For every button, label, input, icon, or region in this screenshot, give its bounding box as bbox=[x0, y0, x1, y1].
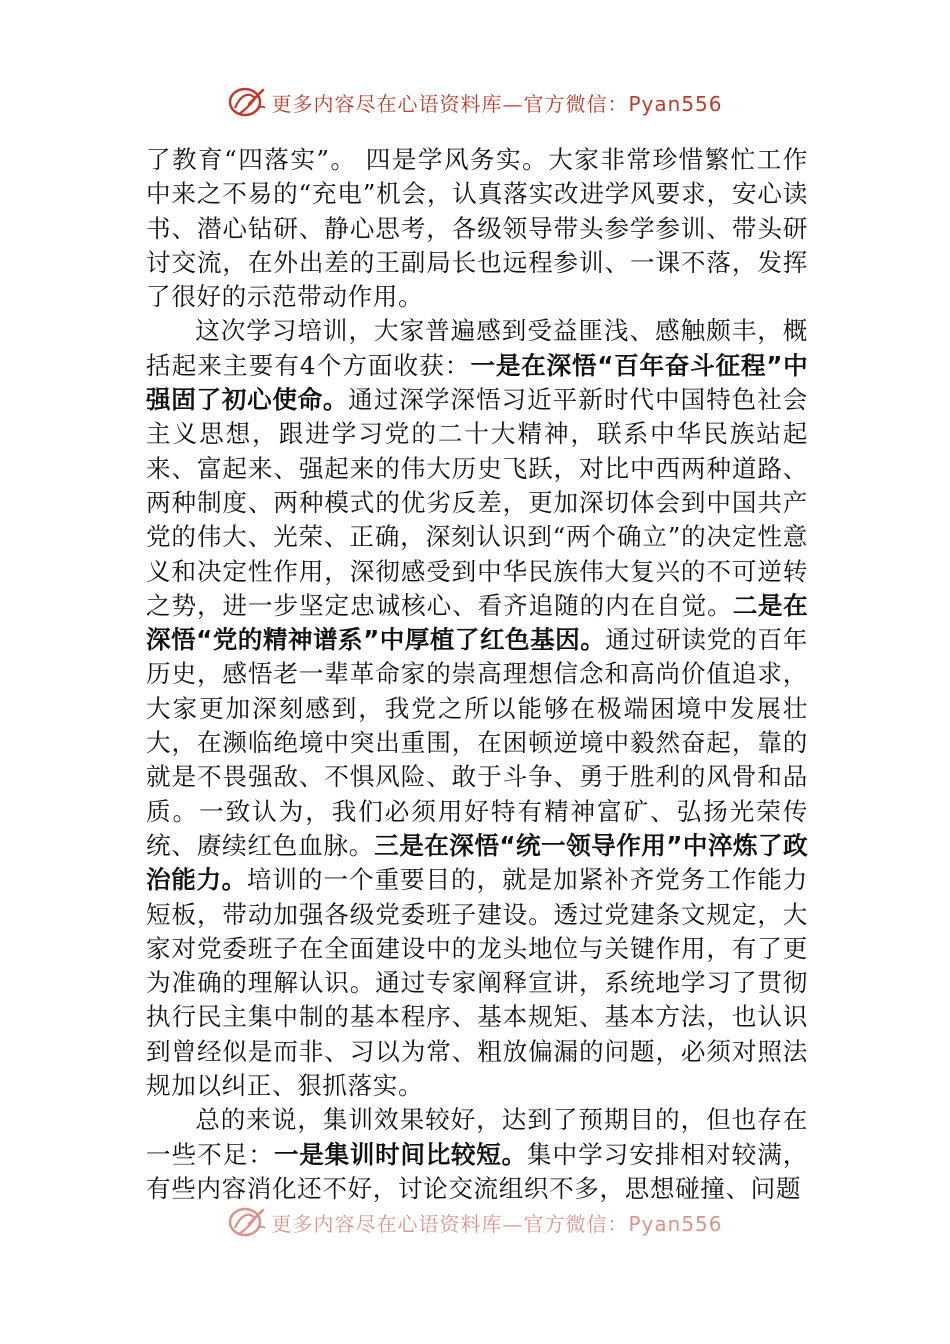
bold-heading-run: 三是在深悟“统一领导作用”中淬炼了政治能力。 bbox=[146, 830, 808, 895]
bold-heading-run: 一是在深悟“百年奋斗征程”中强固了初心使命。 bbox=[146, 350, 809, 415]
text-run: 这次学习培训，大家普遍感到受益匪浅、感触颇丰，概括起来主要有4个方面收获： bbox=[146, 316, 808, 380]
text-run: 通过深学深悟习近平新时代中国特色社会主义思想，跟进学习党的二十大精神，联系中华民族站起来、富起来、强起来的伟大历史飞跃，对比中西两种道路、两种制度、两种模式的优劣反差，更加深切体会到中国共产党的伟大、光荣、正确，深刻认识到“两个确立”的决定性意义和决定性作用，深彻感受到中华民族伟大复兴的不可逆转之势，进一步坚定忠诚核心、看齐追随的内在自觉。 bbox=[146, 385, 808, 620]
signature-logo-icon bbox=[227, 1204, 267, 1240]
footer-watermark bbox=[0, 1200, 950, 1244]
bold-heading-run: 一是集训时间比较短。 bbox=[273, 1139, 527, 1169]
paragraph bbox=[146, 1103, 808, 1206]
signature-logo-icon bbox=[227, 84, 267, 120]
bold-heading-run: 二是在深悟“党的精神谱系”中厚植了红色基因。 bbox=[146, 590, 808, 655]
watermark-text: 更多内容尽在心语资料库—官方微信：Pyan556 bbox=[271, 1211, 723, 1236]
text-run: 集中学习安排相对较满，有些内容消化还不好，讨论交流组织不多，思想碰撞、问题 bbox=[146, 1139, 808, 1203]
text-run: 了教育“四落实”。 四是学风务实。大家非常珍惜繁忙工作中来之不易的“充电”机会，认真落实改进学风要求，安心读书、潜心钻研、静心思考，各级领导带头参学参训、带头研讨交流，在外出差的王副局长也远程参训、一课不落，发挥了很好的示范带动作用。 bbox=[146, 145, 808, 312]
text-run: 通过研读党的百年历史，感悟老一辈革命家的崇高理想信念和高尚价值追求，大家更加深刻感到，我党之所以能够在极端困境中发展壮大，在濒临绝境中突出重围，在困顿逆境中毅然奋起，靠的就是不畏强敌、不惧风险、敢于斗争、勇于胜利的风骨和品质。一致认为，我们必须用好特有精神富矿、弘扬光荣传统、赓续红色血脉。 bbox=[146, 625, 808, 860]
header-watermark bbox=[0, 80, 950, 124]
document-body bbox=[146, 143, 808, 1206]
paragraph bbox=[146, 314, 808, 1103]
watermark-text: 更多内容尽在心语资料库—官方微信：Pyan556 bbox=[271, 91, 723, 116]
text-run: 培训的一个重要目的，就是加紧补齐党务工作能力短板，带动加强各级党委班子建设。透过党建条文规定，大家对党委班子在全面建设中的龙头地位与关键作用，有了更为准确的理解认识。通过专家阐释宣讲，系统地学习了贯彻执行民主集中制的基本程序、基本规矩、基本方法，也认识到曾经似是而非、习以为常、粗放偏漏的问题，必须对照法规加以纠正、狠抓落实。 bbox=[146, 865, 809, 1101]
paragraph bbox=[146, 143, 808, 314]
text-run: 总的来说，集训效果较好，达到了预期目的，但也存在一些不足： bbox=[146, 1105, 808, 1169]
